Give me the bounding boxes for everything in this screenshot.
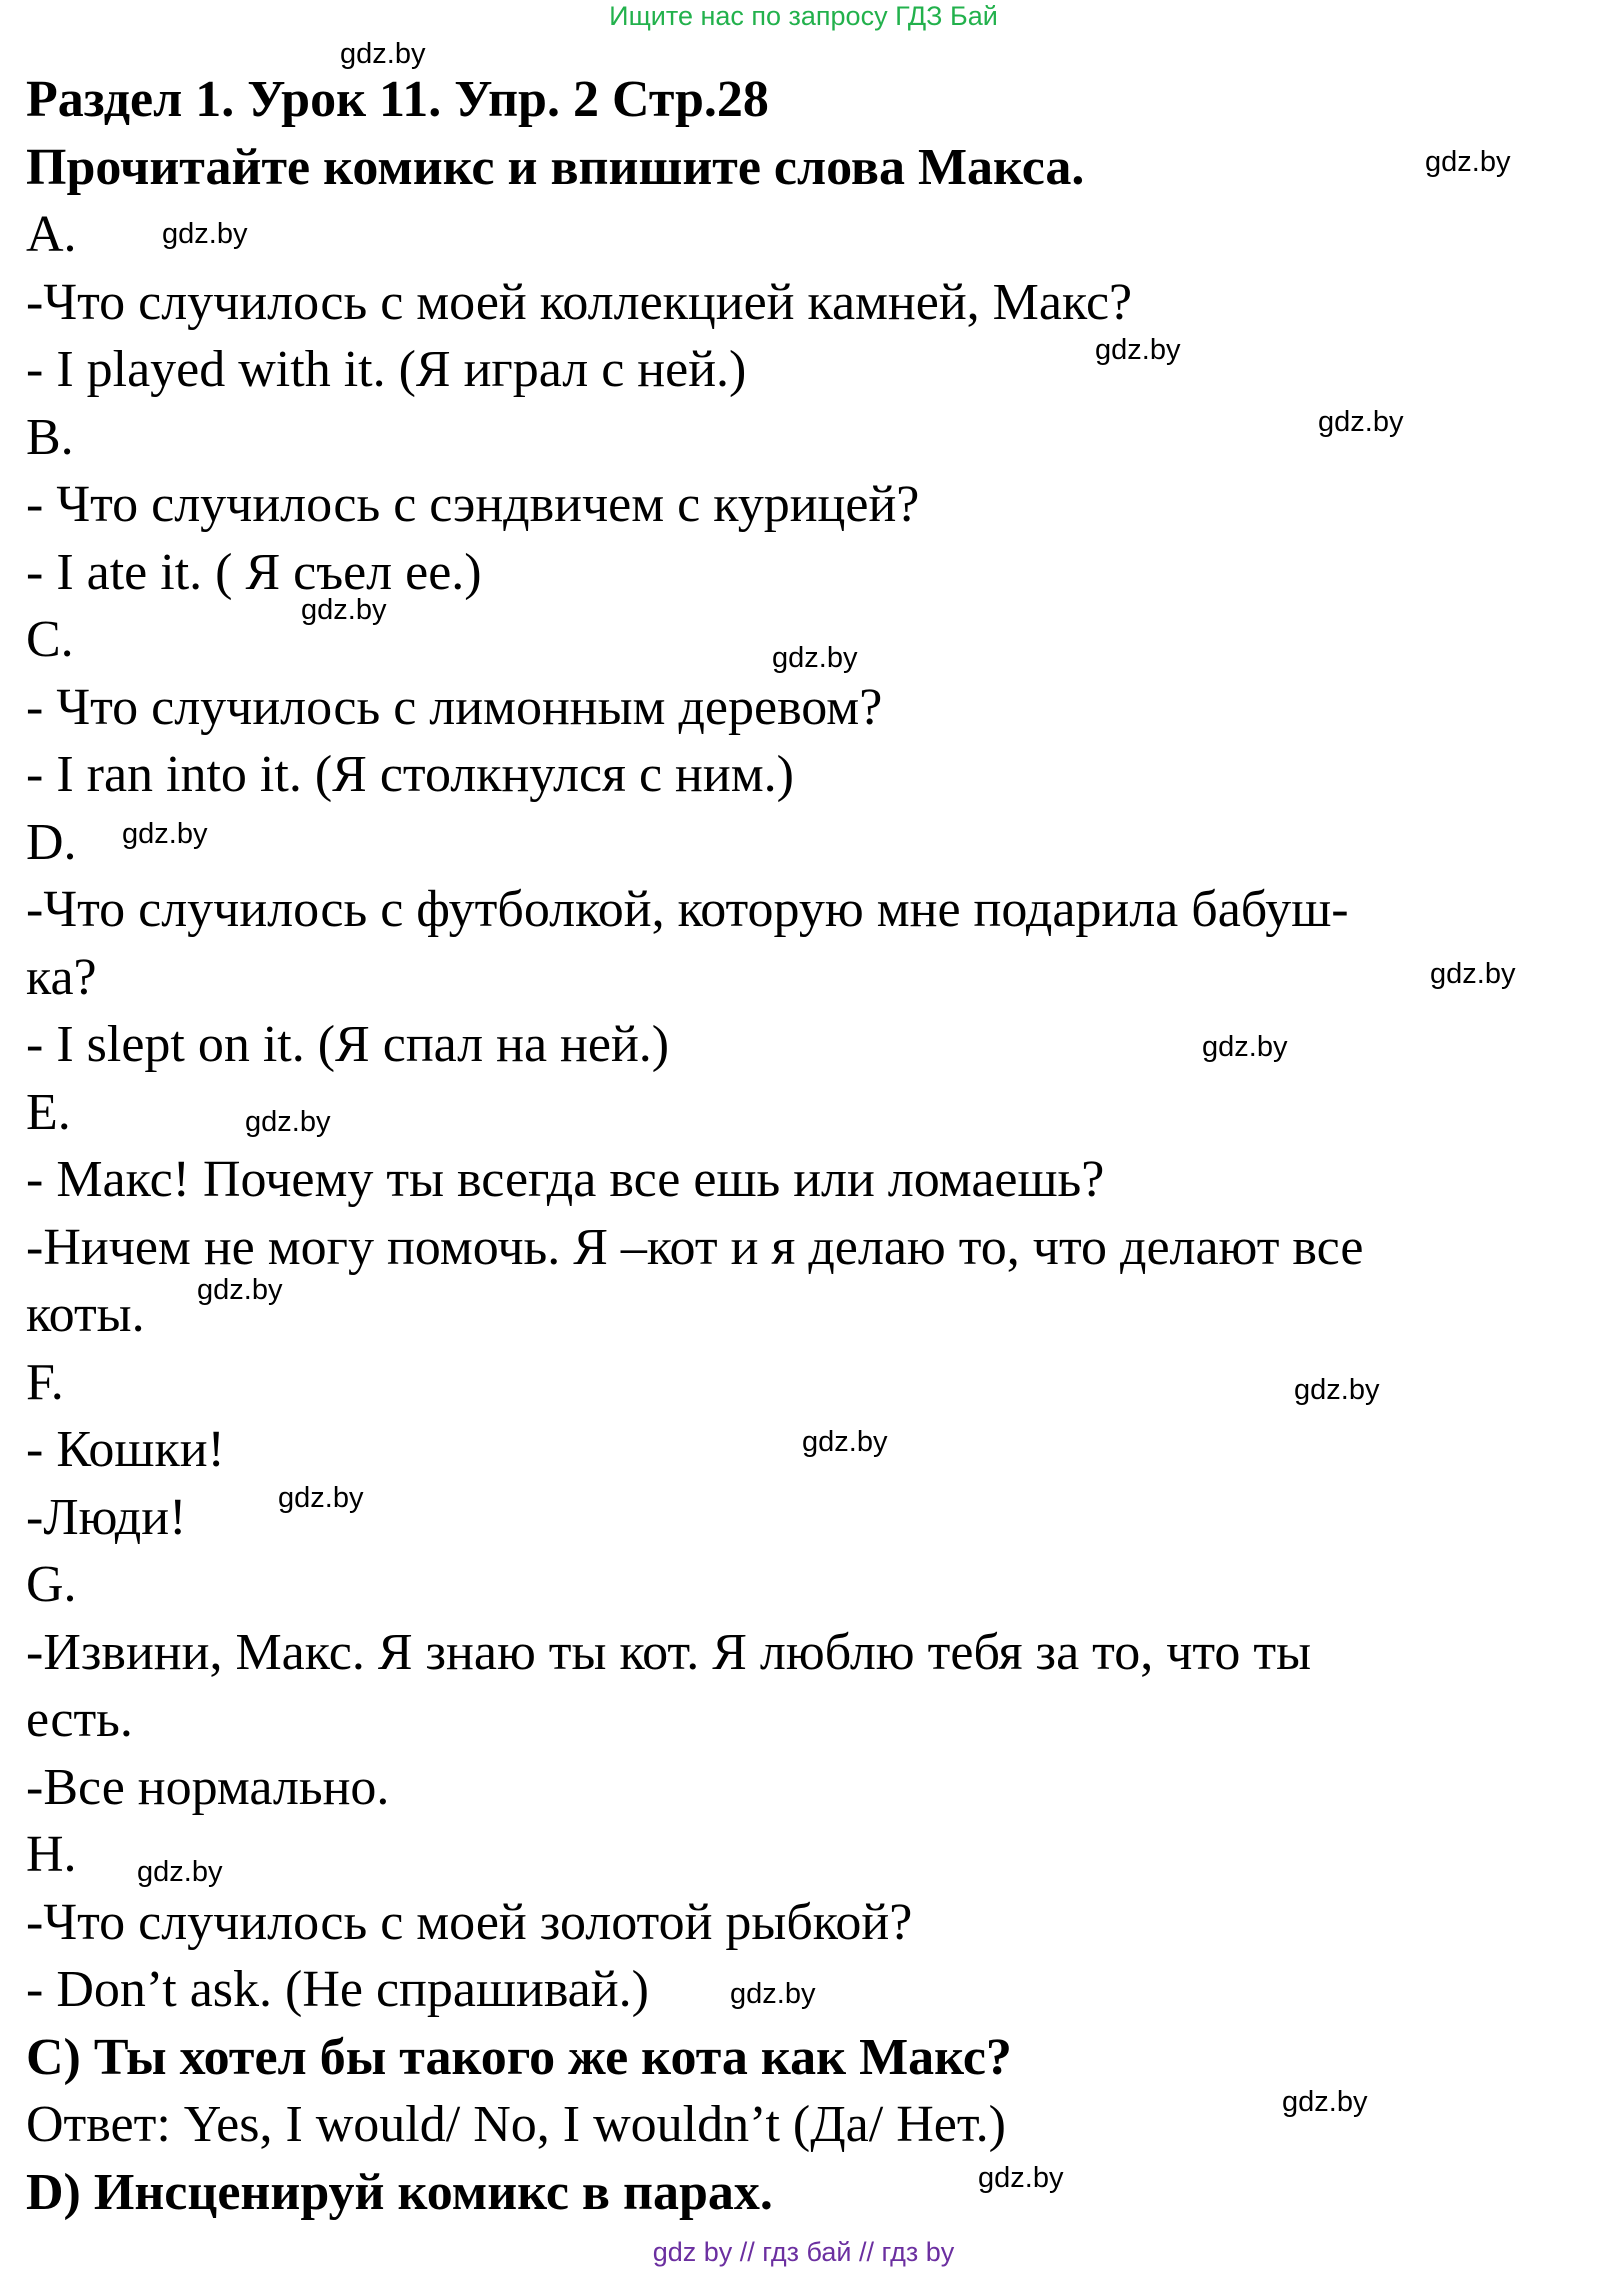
dialogue-line: -Люди! <box>26 1488 187 1546</box>
panel-label-a: A. <box>26 206 77 263</box>
watermark: gdz.by <box>122 818 208 850</box>
watermark: gdz.by <box>162 218 248 250</box>
watermark: gdz.by <box>1294 1374 1380 1406</box>
dialogue-line: - I ran into it. (Я столкнулся с ним.) <box>26 746 794 803</box>
watermark: gdz.by <box>278 1482 364 1514</box>
watermark: gdz.by <box>1318 406 1404 438</box>
dialogue-line: есть. <box>26 1691 133 1748</box>
dialogue-line: -Все нормально. <box>26 1758 390 1816</box>
dialogue-line: коты. <box>26 1286 145 1343</box>
watermark: gdz.by <box>1095 334 1181 366</box>
footer-links: gdz by // гдз бай // гдз by <box>652 2237 955 2267</box>
dialogue-line: - Макс! Почему ты всегда все ешь или ломаешь? <box>26 1151 1105 1208</box>
dialogue-line: ка? <box>26 948 97 1006</box>
question-d: D) Инсценируй комикс в парах. <box>26 2163 773 2221</box>
panel-label-d: D. <box>26 813 77 871</box>
watermark: gdz.by <box>137 1856 223 1888</box>
dialogue-line: - Что случилось с сэндвичем с курицей? <box>26 476 920 533</box>
watermark: gdz.by <box>197 1274 283 1306</box>
panel-label-e: E. <box>26 1083 71 1141</box>
dialogue-line: - Что случилось с лимонным деревом? <box>26 678 883 736</box>
watermark: gdz.by <box>772 642 858 674</box>
document-body <box>26 66 1586 2226</box>
watermark: gdz.by <box>730 1978 816 2010</box>
panel-label-g: G. <box>26 1556 77 1613</box>
dialogue-line: - Кошки! <box>26 1421 225 1478</box>
dialogue-line: - Don’t ask. (Не спрашивай.) <box>26 1961 649 2018</box>
answer-c: Ответ: Yes, I would/ No, I wouldn’t (Да/ Нет.) <box>26 2096 1006 2153</box>
dialogue-line: -Что случилось с футболкой, которую мне подарила бабуш- <box>26 881 1349 938</box>
watermark: gdz.by <box>802 1426 888 1458</box>
panel-label-b: B. <box>26 408 74 466</box>
task-instruction: Прочитайте комикс и впишите слова Макса. <box>26 138 1085 196</box>
dialogue-line: -Извини, Макс. Я знаю ты кот. Я люблю тебя за то, что ты <box>26 1623 1312 1681</box>
dialogue-line: - I played with it. (Я играл с ней.) <box>26 341 747 398</box>
dialogue-line: -Что случилось с моей коллекцией камней, Макс? <box>26 273 1133 331</box>
dialogue-line: - I ate it. ( Я съел ее.) <box>26 543 482 601</box>
watermark: gdz.by <box>1425 146 1511 178</box>
watermark: gdz.by <box>340 38 426 70</box>
panel-label-c: C. <box>26 611 74 668</box>
watermark: gdz.by <box>1202 1031 1288 1063</box>
dialogue-line: -Ничем не могу помочь. Я –кот и я делаю то, что делают все <box>26 1218 1364 1276</box>
panel-label-h: H. <box>26 1826 77 1883</box>
dialogue-line: -Что случилось с моей золотой рыбкой? <box>26 1893 913 1951</box>
search-banner: Ищите нас по запросу ГДЗ Бай <box>609 1 998 31</box>
watermark: gdz.by <box>1282 2086 1368 2118</box>
panel-label-f: F. <box>26 1353 64 1411</box>
watermark: gdz.by <box>1430 958 1516 990</box>
question-c: С) Ты хотел бы такого же кота как Макс? <box>26 2028 1012 2086</box>
watermark: gdz.by <box>245 1106 331 1138</box>
section-title: Раздел 1. Урок 11. Упр. 2 Стр.28 <box>26 71 769 128</box>
dialogue-line: - I slept on it. (Я спал на ней.) <box>26 1016 670 1073</box>
watermark: gdz.by <box>978 2162 1064 2194</box>
watermark: gdz.by <box>301 594 387 626</box>
